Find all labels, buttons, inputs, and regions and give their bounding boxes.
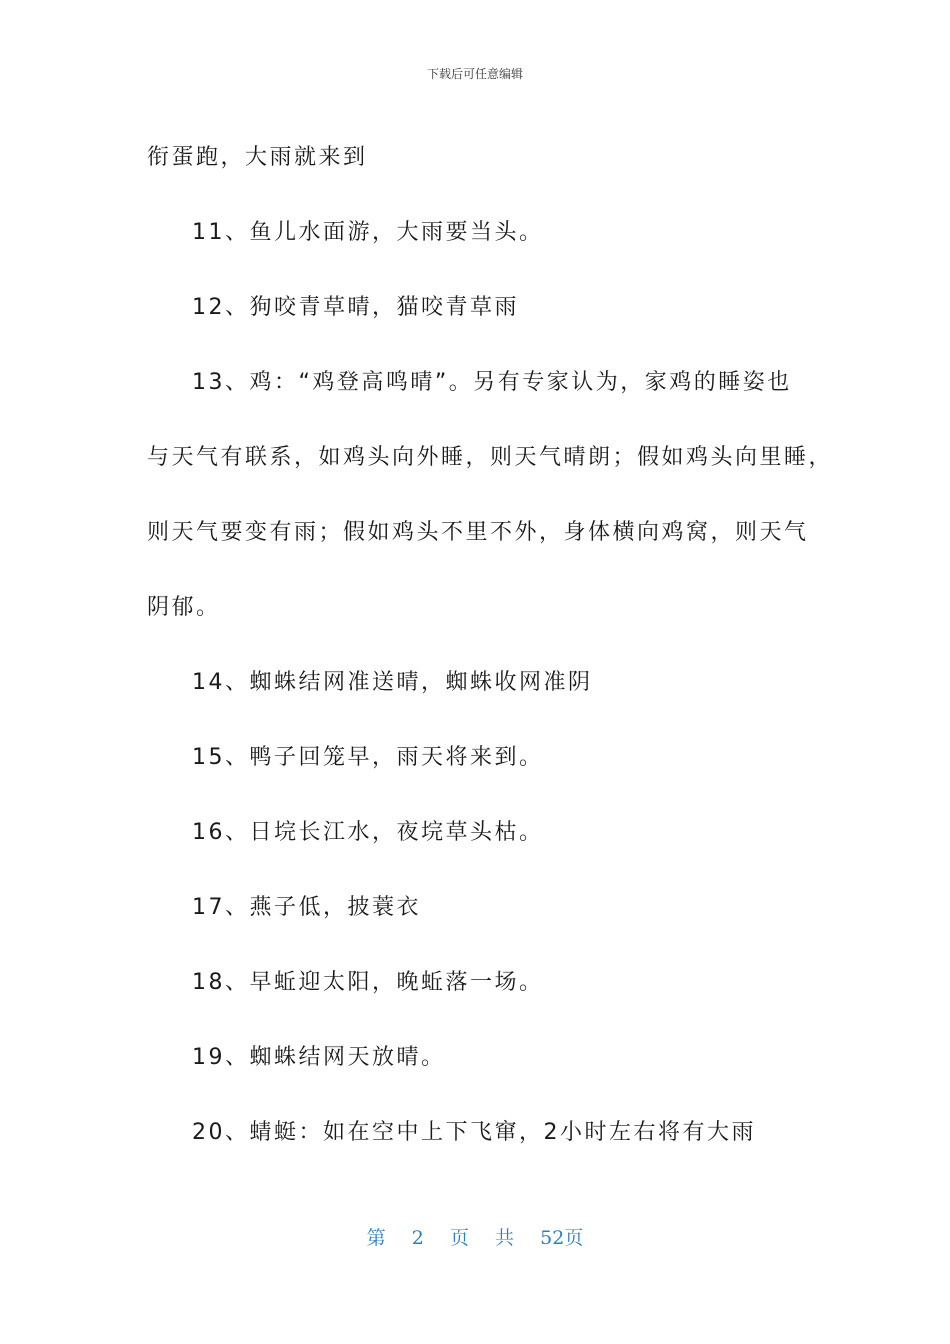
paragraph-line: 18、早蚯迎太阳，晚蚯落一场。 [192,970,544,995]
paragraph-line: 阴郁。 [147,595,221,620]
paragraph-line: 15、鸭子回笼早，雨天将来到。 [192,745,544,770]
paragraph-line: 衔蛋跑，大雨就来到 [147,145,368,170]
paragraph-line: 14、蜘蛛结网准送晴，蜘蛛收网准阴 [192,670,593,695]
paragraph-line: 则天气要变有雨；假如鸡头不里不外，身体横向鸡窝，则天气 [147,520,809,545]
page-header: 下载后可任意编辑 [426,67,523,81]
footer-total-label: 共 [495,1227,515,1249]
current-page-number: 2 [411,1227,424,1249]
paragraph-line: 与天气有联系，如鸡头向外睡，则天气晴朗；假如鸡头向里睡， [147,445,834,470]
footer-page-suffix: 页 [449,1227,469,1249]
paragraph-line: 12、狗咬青草晴，猫咬青草雨 [192,295,519,320]
footer-page-label: 第 [366,1227,386,1249]
paragraph-line: 19、蜘蛛结网天放晴。 [192,1045,446,1070]
page-footer [0,1226,950,1250]
paragraph-line: 17、燕子低，披蓑衣 [192,895,421,920]
paragraph-line: 13、鸡：“鸡登高鸣晴”。另有专家认为，家鸡的睡姿也 [192,370,792,395]
paragraph-line: 11、鱼儿水面游，大雨要当头。 [192,220,544,245]
document-body [147,120,834,1170]
paragraph-line: 16、日垸长江水，夜垸草头枯。 [192,820,544,845]
paragraph-line: 20、蜻蜓：如在空中上下飞窜，2小时左右将有大雨 [192,1120,756,1145]
total-pages: 52页 [540,1227,584,1249]
